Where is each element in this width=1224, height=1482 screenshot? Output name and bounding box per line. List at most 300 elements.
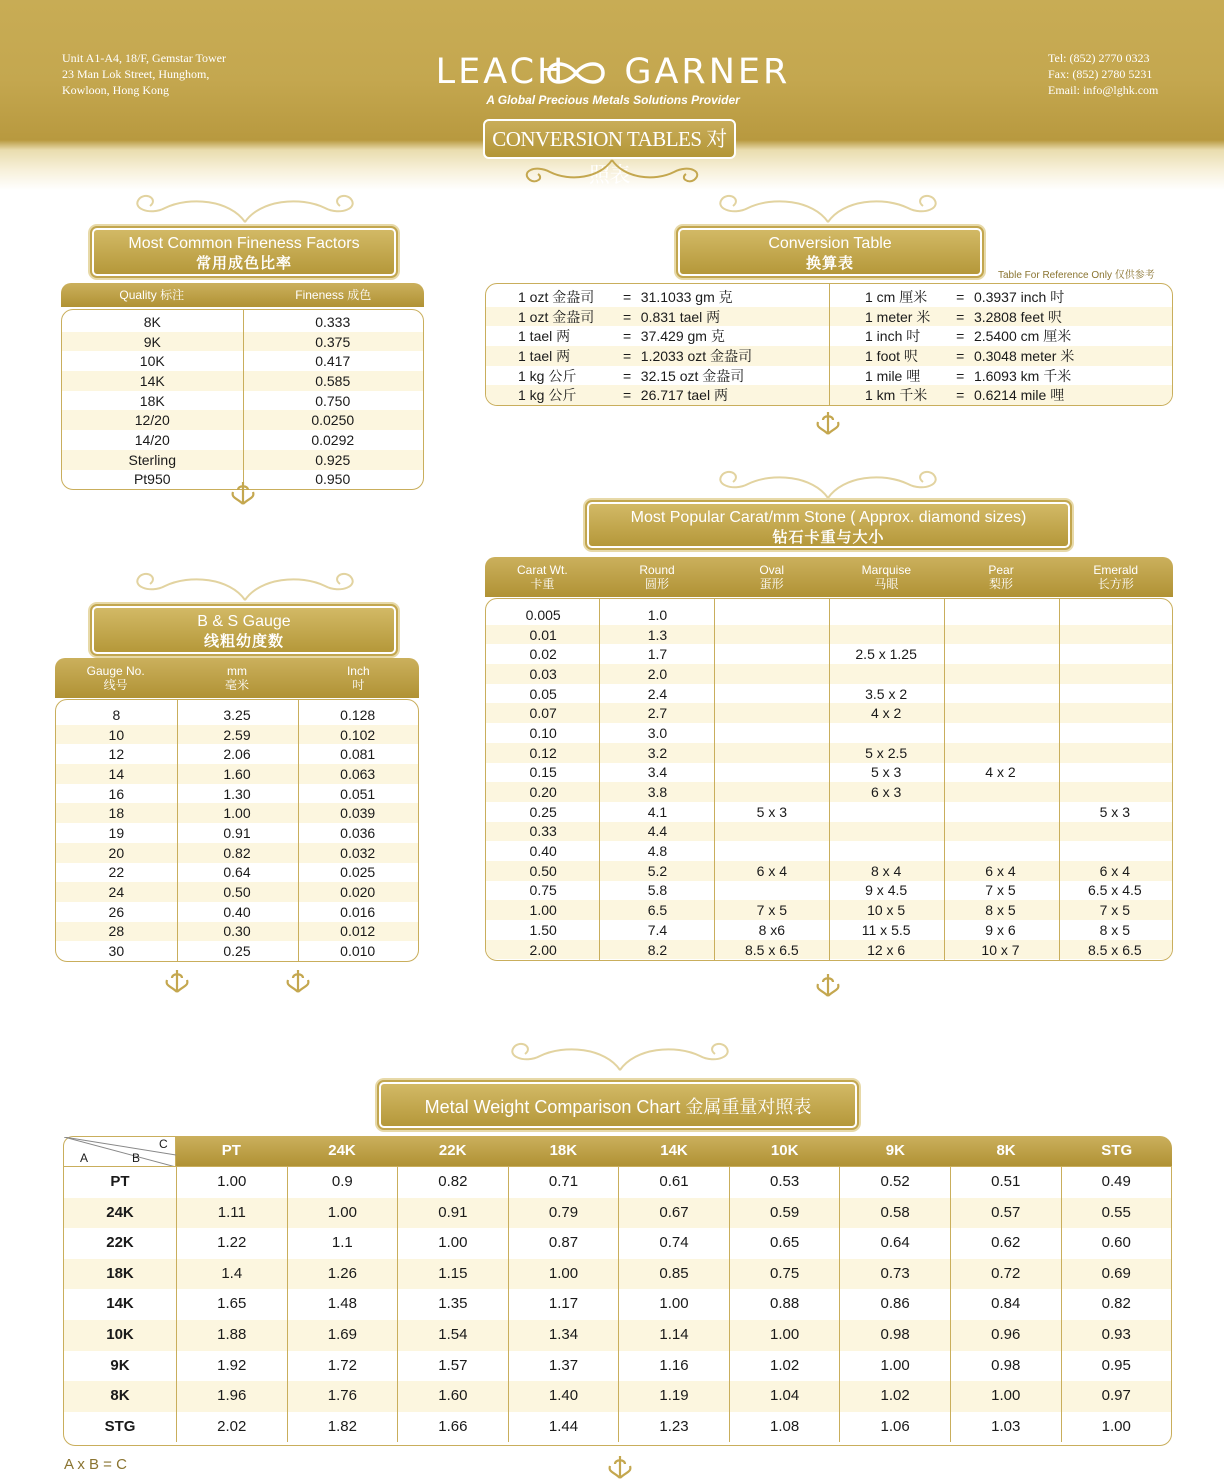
- stone-cell: 6 x 4: [1099, 862, 1130, 879]
- stone-cell: 2.0: [647, 665, 668, 682]
- stone-cell: 4.1: [647, 803, 668, 820]
- gauge-cell: 0.020: [340, 884, 376, 901]
- quality-cell: 8K: [143, 313, 161, 330]
- column-header: 22K: [438, 1142, 467, 1159]
- right-conversion-cell: 2.5400 cm 厘米: [973, 328, 1072, 345]
- ratio-cell: 0.98: [950, 1351, 1061, 1382]
- ratio-cell: 1.35: [397, 1289, 508, 1320]
- gauge-cell: 0.64: [223, 864, 251, 881]
- ornament-swirl-icon: [693, 192, 963, 226]
- table-row: [64, 1289, 1171, 1320]
- gauge-cell: 0.50: [223, 884, 251, 901]
- column-header: [714, 557, 829, 597]
- row-header: STG: [104, 1417, 136, 1435]
- gauge-cell: 24: [108, 884, 125, 901]
- ratio-cell: 0.93: [1061, 1320, 1172, 1351]
- ratio-cell: 1.00: [287, 1198, 398, 1229]
- right-conversion-cell: 1 inch 吋: [865, 328, 921, 345]
- column-header-cn: 长方形: [1097, 577, 1134, 591]
- ornament-drop-icon: [814, 410, 842, 436]
- gauge-cell: 0.82: [223, 844, 251, 861]
- ratio-cell: 1.76: [287, 1381, 398, 1412]
- ratio-cell: 0.95: [1061, 1351, 1172, 1382]
- column-header: [298, 658, 419, 698]
- conversion-title-cn: 换算表: [805, 255, 854, 272]
- address-line: Kowloon, Hong Kong: [62, 83, 169, 97]
- ratio-cell: 0.61: [618, 1167, 729, 1198]
- left-conversion-cell: =: [622, 288, 632, 305]
- left-conversion-cell: 1 kg 公斤: [518, 367, 577, 384]
- brand-name-right: GARNER: [624, 52, 791, 92]
- ratio-cell: 0.91: [397, 1198, 508, 1229]
- column-header: PT: [221, 1142, 241, 1159]
- table-row: [56, 823, 418, 843]
- right-conversion-cell: 1 mile 哩: [865, 367, 921, 384]
- column-header-en: Marquise: [861, 563, 912, 577]
- ratio-cell: 1.44: [508, 1412, 619, 1443]
- column-header-en: Carat Wt.: [517, 563, 568, 577]
- ornament-drop-icon: [229, 480, 257, 506]
- ratio-cell: 0.57: [950, 1198, 1061, 1229]
- page-title-banner: CONVERSION TABLES 对照表: [483, 119, 736, 159]
- stone-cell: 2.7: [647, 705, 668, 722]
- fineness-cell: 0.0250: [311, 412, 355, 429]
- stone-cell: 5 x 3: [1099, 803, 1130, 820]
- column-header-en: Oval: [759, 563, 785, 577]
- gauge-cell: 18: [108, 805, 125, 822]
- stone-cell: 6 x 4: [756, 862, 787, 879]
- stone-cell: 7 x 5: [756, 902, 787, 919]
- stone-cell: 0.005: [525, 606, 561, 623]
- stone-cell: 0.03: [529, 665, 557, 682]
- gauge-cell: 0.036: [340, 824, 376, 841]
- reference-note: Table For Reference Only 仅供参考: [998, 270, 1155, 281]
- right-conversion-cell: 0.6214 mile 哩: [973, 387, 1065, 404]
- ratio-cell: 0.87: [508, 1228, 619, 1259]
- left-conversion-cell: =: [622, 387, 632, 404]
- column-header-cn: 毫米: [224, 678, 249, 692]
- quality-cell: 10K: [139, 353, 165, 370]
- stone-cell: 0.50: [529, 862, 557, 879]
- table-row: [64, 1412, 1171, 1443]
- ratio-cell: 1.00: [839, 1351, 950, 1382]
- stone-cell: 2.5 x 1.25: [855, 646, 917, 663]
- gauge-title: B & S Gauge: [197, 613, 291, 630]
- stone-cell: 3.0: [647, 724, 668, 741]
- column-header-cn: 卡重: [530, 577, 555, 591]
- gauge-cell: 10: [108, 726, 125, 743]
- metal-header: [176, 1136, 1172, 1166]
- column-header: 18K: [549, 1142, 578, 1159]
- column-header: [485, 557, 600, 597]
- ratio-cell: 0.59: [729, 1198, 840, 1229]
- stone-cell: 0.20: [529, 784, 557, 801]
- row-header: 8K: [110, 1387, 130, 1405]
- ratio-cell: 1.00: [729, 1320, 840, 1351]
- fax-line: Fax: (852) 2780 5231: [1048, 67, 1153, 81]
- header-band: [0, 0, 1224, 190]
- stone-cell: 9 x 4.5: [865, 882, 908, 899]
- ratio-cell: 1.66: [397, 1412, 508, 1443]
- ratio-cell: 0.97: [1061, 1381, 1172, 1412]
- stone-cell: 6.5: [647, 902, 668, 919]
- ratio-cell: 0.88: [729, 1289, 840, 1320]
- column-header: 24K: [328, 1142, 356, 1159]
- ratio-cell: 1.00: [508, 1259, 619, 1290]
- gauge-cell: 26: [108, 903, 125, 920]
- right-conversion-cell: =: [956, 328, 965, 345]
- stone-cell: 0.33: [529, 823, 557, 840]
- row-header: 10K: [106, 1325, 134, 1343]
- column-header: 9K: [885, 1142, 905, 1159]
- stone-cell: 0.01: [529, 626, 557, 643]
- gauge-cell: 30: [108, 943, 125, 960]
- gauge-cell: 1.60: [223, 765, 251, 782]
- corner-label-a: A: [80, 1151, 89, 1165]
- ratio-cell: 0.62: [950, 1228, 1061, 1259]
- stone-cell: 7 x 5: [1099, 902, 1130, 919]
- stone-cell: 8.5 x 6.5: [744, 941, 799, 958]
- ratio-cell: 0.55: [1061, 1198, 1172, 1229]
- ornament-drop-icon: [606, 1454, 634, 1480]
- ratio-cell: 0.82: [1061, 1289, 1172, 1320]
- ratio-cell: 0.82: [397, 1167, 508, 1198]
- gauge-cell: 0.30: [223, 923, 251, 940]
- fineness-cell: 0.333: [315, 313, 351, 330]
- stone-cell: 0.25: [529, 803, 557, 820]
- metal-table: [63, 1166, 1172, 1446]
- stone-cell: 6 x 3: [870, 784, 902, 801]
- stone-cell: 11 x 5.5: [861, 921, 911, 938]
- column-header-en: Emerald: [1093, 563, 1139, 577]
- gauge-cell: 0.25: [223, 943, 251, 960]
- ratio-cell: 0.74: [618, 1228, 729, 1259]
- ratio-cell: 1.19: [618, 1381, 729, 1412]
- left-conversion-cell: 1 ozt 金盎司: [518, 288, 595, 305]
- address-line: Unit A1-A4, 18/F, Gemstar Tower: [62, 51, 226, 65]
- right-conversion-cell: =: [956, 347, 965, 364]
- quality-cell: Pt950: [133, 471, 171, 488]
- brand-logo: [408, 52, 818, 92]
- left-conversion-cell: 32.15 ozt 金盎司: [640, 367, 745, 384]
- left-conversion-cell: =: [622, 328, 632, 345]
- table-row: [56, 705, 418, 725]
- fineness-cell: 0.925: [315, 451, 351, 468]
- row-header: 9K: [110, 1356, 130, 1374]
- column-header-en: mm: [226, 664, 247, 678]
- ratio-cell: 1.60: [397, 1381, 508, 1412]
- right-conversion-cell: 0.3048 meter 米: [973, 347, 1075, 364]
- email-line: Email: info@lghk.com: [1048, 83, 1159, 97]
- fineness-cell: 0.585: [315, 372, 351, 389]
- column-header-cn: 梨形: [989, 577, 1014, 591]
- stone-cell: 0.10: [529, 724, 557, 741]
- quality-cell: 14/20: [134, 431, 170, 448]
- stone-title-plaque: [587, 502, 1070, 548]
- right-conversion-cell: =: [956, 288, 965, 305]
- stone-cell: 1.3: [647, 626, 668, 643]
- gauge-cell: 0.016: [340, 903, 376, 920]
- metal-title-plaque: [379, 1082, 857, 1128]
- table-row: [56, 902, 418, 922]
- left-conversion-cell: 1 ozt 金盎司: [518, 308, 595, 325]
- ratio-cell: 0.52: [839, 1167, 950, 1198]
- stone-cell: 3.4: [647, 764, 668, 781]
- stone-cell: 8 x6: [758, 921, 786, 938]
- column-header-cn: 圆形: [645, 577, 670, 591]
- gauge-cell: 0.91: [223, 824, 251, 841]
- gauge-cell: 0.081: [340, 746, 376, 763]
- ornament-swirl-icon: [500, 158, 724, 188]
- quality-cell: Sterling: [128, 451, 176, 468]
- ratio-cell: 1.17: [508, 1289, 619, 1320]
- conversion-table: [485, 283, 1173, 406]
- right-conversion-cell: =: [956, 367, 965, 384]
- phone-line: Tel: (852) 2770 0323: [1048, 51, 1150, 65]
- ornament-swirl-icon: [693, 468, 963, 502]
- column-header-cn: 蛋形: [759, 577, 784, 591]
- right-conversion-cell: 0.3937 inch 吋: [973, 288, 1065, 305]
- gauge-title-cn: 线粗幼度数: [203, 633, 284, 650]
- left-conversion-cell: 1.2033 ozt 金盎司: [640, 347, 753, 364]
- gauge-table: [55, 699, 419, 962]
- fineness-header: [61, 283, 424, 307]
- ratio-cell: 0.64: [839, 1228, 950, 1259]
- stone-cell: 0.15: [529, 764, 557, 781]
- ornament-swirl-icon: [110, 570, 380, 604]
- stone-cell: 3.2: [647, 744, 668, 761]
- brand-name-left: LEACH: [435, 52, 567, 92]
- gauge-cell: 16: [108, 785, 125, 802]
- company-address: [62, 50, 226, 98]
- ratio-cell: 1.08: [729, 1412, 840, 1443]
- ratio-cell: 0.67: [618, 1198, 729, 1229]
- ratio-cell: 0.49: [1061, 1167, 1172, 1198]
- stone-cell: 5.2: [647, 862, 668, 879]
- gauge-cell: 0.010: [340, 943, 376, 960]
- corner-label-b: B: [132, 1151, 141, 1165]
- row-header: 18K: [106, 1264, 134, 1282]
- ratio-cell: 0.75: [729, 1259, 840, 1290]
- corner-label-cell: [63, 1136, 176, 1166]
- column-header: [944, 557, 1059, 597]
- gauge-cell: 20: [108, 844, 125, 861]
- gauge-cell: 0.063: [340, 765, 376, 782]
- stone-cell: 0.02: [529, 646, 557, 663]
- gauge-cell: 0.128: [340, 706, 376, 723]
- stone-cell: 5 x 3: [870, 764, 902, 781]
- ratio-cell: 0.98: [839, 1320, 950, 1351]
- gauge-cell: 28: [108, 923, 125, 940]
- stone-table: [485, 598, 1173, 961]
- gauge-cell: 0.102: [340, 726, 376, 743]
- left-conversion-cell: 31.1033 gm 克: [640, 288, 733, 305]
- column-header: STG: [1101, 1142, 1133, 1159]
- gauge-cell: 22: [108, 864, 125, 881]
- company-contact: [1048, 50, 1158, 98]
- column-header-en: Inch: [346, 664, 370, 678]
- stone-cell: 6 x 4: [985, 862, 1016, 879]
- column-header-cn: 线号: [103, 678, 128, 692]
- ratio-cell: 0.84: [950, 1289, 1061, 1320]
- gauge-title-plaque: [92, 606, 396, 654]
- column-header-en: Gauge No.: [86, 664, 145, 678]
- ratio-cell: 1.23: [618, 1412, 729, 1443]
- stone-cell: 2.4: [647, 685, 668, 702]
- left-conversion-cell: 0.831 tael 两: [640, 308, 721, 325]
- column-header: Quality 标注: [119, 288, 185, 302]
- table-row: [64, 1351, 1171, 1382]
- ornament-drop-icon: [814, 972, 842, 998]
- stone-cell: 0.40: [529, 843, 557, 860]
- gauge-cell: 0.051: [340, 785, 376, 802]
- column-header: [829, 557, 944, 597]
- gauge-cell: 0.025: [340, 864, 376, 881]
- ratio-cell: 0.72: [950, 1259, 1061, 1290]
- table-row: [56, 803, 418, 823]
- gauge-cell: 12: [108, 746, 125, 763]
- stone-cell: 1.50: [529, 921, 557, 938]
- gauge-cell: 1.30: [223, 785, 251, 802]
- table-row: [64, 1167, 1171, 1198]
- ratio-cell: 1.00: [176, 1167, 287, 1198]
- fineness-title-cn: 常用成色比率: [195, 255, 292, 272]
- ratio-cell: 0.71: [508, 1167, 619, 1198]
- stone-cell: 5 x 3: [756, 803, 787, 820]
- table-row: [64, 1320, 1171, 1351]
- ratio-cell: 1.40: [508, 1381, 619, 1412]
- right-conversion-cell: 1 km 千米: [865, 387, 928, 404]
- stone-title: Most Popular Carat/mm Stone ( Approx. diamond sizes): [630, 509, 1027, 526]
- right-conversion-cell: =: [956, 387, 965, 404]
- gauge-cell: 3.25: [223, 706, 251, 723]
- ratio-cell: 0.65: [729, 1228, 840, 1259]
- column-header: [600, 557, 715, 597]
- table-row: [56, 764, 418, 784]
- ratio-cell: 2.02: [176, 1412, 287, 1443]
- left-conversion-cell: =: [622, 347, 632, 364]
- row-header: 24K: [106, 1203, 134, 1221]
- gauge-cell: 0.039: [340, 805, 376, 822]
- stone-cell: 10 x 7: [981, 941, 1020, 958]
- column-header: [1058, 557, 1173, 597]
- conversion-title: Conversion Table: [768, 235, 892, 252]
- fineness-cell: 0.750: [315, 392, 351, 409]
- stone-cell: 4.4: [647, 823, 668, 840]
- gauge-cell: 0.012: [340, 923, 376, 940]
- table-row: [56, 863, 418, 883]
- table-row: [64, 1198, 1171, 1229]
- table-row: [56, 941, 418, 961]
- gauge-cell: 19: [108, 824, 125, 841]
- ratio-cell: 1.03: [950, 1412, 1061, 1443]
- ratio-cell: 1.15: [397, 1259, 508, 1290]
- ratio-cell: 1.02: [729, 1351, 840, 1382]
- stone-cell: 3.5 x 2: [865, 685, 908, 702]
- row-header: PT: [110, 1173, 130, 1190]
- ratio-cell: 1.37: [508, 1351, 619, 1382]
- left-conversion-cell: =: [622, 308, 632, 325]
- address-line: 23 Man Lok Street, Hunghom,: [62, 67, 210, 81]
- stone-title-cn: 钻石卡重与大小: [772, 529, 885, 546]
- right-conversion-cell: 3.2808 feet 呎: [973, 308, 1062, 325]
- right-conversion-cell: 1 foot 呎: [865, 347, 918, 364]
- ratio-cell: 1.48: [287, 1289, 398, 1320]
- fineness-title-plaque: [92, 228, 396, 276]
- table-row: [56, 744, 418, 764]
- ratio-cell: 1.06: [839, 1412, 950, 1443]
- ratio-cell: 1.34: [508, 1320, 619, 1351]
- ratio-cell: 1.02: [839, 1381, 950, 1412]
- gauge-cell: 14: [108, 765, 125, 782]
- stone-cell: 1.0: [647, 606, 668, 623]
- fineness-title: Most Common Fineness Factors: [128, 235, 360, 252]
- ratio-cell: 1.72: [287, 1351, 398, 1382]
- stone-header: [485, 557, 1173, 597]
- quality-cell: 14K: [139, 372, 165, 389]
- table-row: [64, 1259, 1171, 1290]
- ratio-cell: 1.65: [176, 1289, 287, 1320]
- table-row: [56, 882, 418, 902]
- fineness-cell: 0.950: [315, 471, 351, 488]
- ratio-cell: 1.11: [176, 1198, 287, 1229]
- gauge-cell: 0.032: [340, 844, 376, 861]
- gauge-cell: 1.00: [223, 805, 251, 822]
- quality-cell: 18K: [139, 392, 165, 409]
- left-conversion-cell: =: [622, 367, 632, 384]
- ratio-cell: 1.92: [176, 1351, 287, 1382]
- ratio-cell: 0.86: [839, 1289, 950, 1320]
- table-row: [64, 1228, 1171, 1259]
- left-conversion-cell: 37.429 gm 克: [640, 328, 725, 345]
- stone-cell: 8.5 x 6.5: [1087, 941, 1142, 958]
- stone-cell: 0.75: [529, 882, 557, 899]
- ornament-swirl-icon: [110, 192, 380, 226]
- ratio-cell: 1.26: [287, 1259, 398, 1290]
- stone-cell: 5 x 2.5: [865, 744, 908, 761]
- ratio-cell: 1.1: [287, 1228, 398, 1259]
- stone-cell: 0.07: [529, 705, 557, 722]
- stone-cell: 0.05: [529, 685, 557, 702]
- ratio-cell: 1.00: [1061, 1412, 1172, 1443]
- gauge-cell: 0.40: [223, 903, 251, 920]
- ratio-cell: 0.85: [618, 1259, 729, 1290]
- column-header-en: Pear: [988, 563, 1014, 577]
- column-header: Fineness 成色: [295, 288, 372, 302]
- stone-cell: 8 x 4: [870, 862, 902, 879]
- table-row: [56, 922, 418, 942]
- left-conversion-cell: 26.717 tael 两: [640, 387, 728, 404]
- ratio-cell: 0.51: [950, 1167, 1061, 1198]
- ratio-cell: 1.14: [618, 1320, 729, 1351]
- ratio-cell: 1.4: [176, 1259, 287, 1290]
- table-row: [56, 725, 418, 745]
- ratio-cell: 1.00: [397, 1228, 508, 1259]
- column-header: [55, 658, 176, 698]
- tagline: A Global Precious Metals Solutions Provider: [486, 93, 740, 107]
- stone-cell: 7 x 5: [985, 882, 1016, 899]
- metal-title: Metal Weight Comparison Chart 金属重量对照表: [424, 1097, 812, 1117]
- column-header-en: Round: [639, 563, 675, 577]
- column-header-cn: 马眼: [874, 577, 899, 591]
- ratio-cell: 0.73: [839, 1259, 950, 1290]
- stone-cell: 1.00: [529, 902, 557, 919]
- ratio-cell: 1.57: [397, 1351, 508, 1382]
- right-conversion-cell: =: [956, 308, 965, 325]
- infinity-logo-icon: [545, 60, 607, 86]
- stone-cell: 1.7: [647, 646, 668, 663]
- stone-cell: 8.2: [647, 941, 668, 958]
